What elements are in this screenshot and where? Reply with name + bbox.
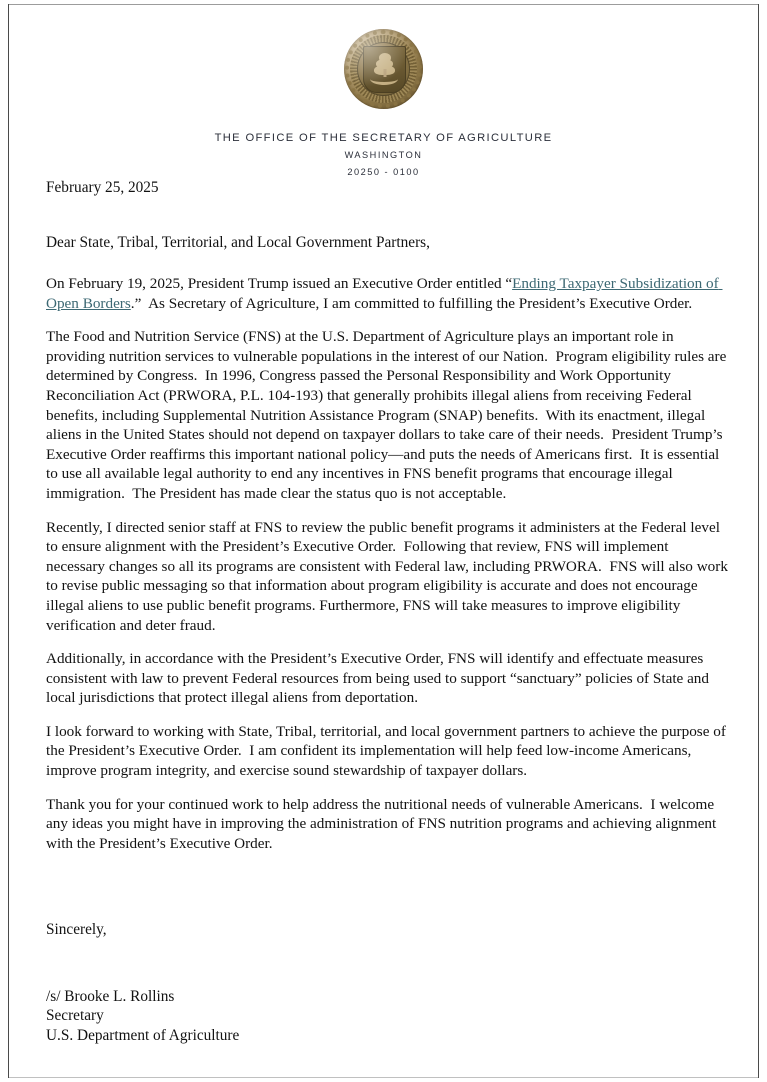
- executive-order-link[interactable]: Ending Taxpayer Subsidization of Open Borders: [46, 275, 723, 312]
- letter-closing: Sincerely,: [46, 921, 107, 938]
- seal-container: [0, 29, 767, 109]
- letter-salutation: Dear State, Tribal, Territorial, and Local Government Partners,: [46, 234, 430, 251]
- seal-shield-icon: [363, 46, 406, 93]
- paragraph-1-lead-text: On February 19, 2025, President Trump issued an Executive Order entitled “: [46, 275, 513, 292]
- paragraph-6: Thank you for your continued work to help address the nutritional needs of vulnerable Americans. I welcome any ideas you might have in improving the administration of FNS nutrition programs and achieving alignment with the President’s Executive Order.: [46, 795, 721, 852]
- signature-block: [46, 987, 239, 1045]
- signature-title: Secretary: [46, 1007, 104, 1025]
- signature-name: /s/ Brooke L. Rollins: [46, 988, 175, 1005]
- paragraph-1: [46, 274, 728, 313]
- letterhead-city: WASHINGTON: [344, 150, 423, 160]
- letter-date: February 25, 2025: [46, 179, 159, 196]
- letter-paragraphs: [46, 274, 732, 853]
- page-border-top: [8, 4, 759, 5]
- usda-seal-icon: [344, 29, 423, 109]
- seal-plow-icon: [370, 73, 398, 85]
- paragraph-4: Additionally, in accordance with the President’s Executive Order, FNS will identify and effectuate measures consistent with law to prevent Federal resources from being used to support “sanctuary” policies of State and local jurisdictions that protect illegal aliens from deportation.: [46, 650, 713, 707]
- letterhead-zip: 20250 - 0100: [347, 167, 420, 177]
- paragraph-1-trail-text: .” As Secretary of Agriculture, I am committed to fulfilling the President’s Executive Order.: [130, 294, 693, 312]
- paragraph-2: The Food and Nutrition Service (FNS) at the U.S. Department of Agriculture plays an important role in providing nutrition services to vulnerable populations in the interest of our Nation. Program eligibility rules are determined by Congress. In 1996, Congress passed the Personal Responsibility and Work Opportunity Reconciliation Act (PRWORA, P.L. 104-193) that generally prohibits illegal aliens from receiving Federal benefits, including Supplemental Nutrition Assistance Program (SNAP) benefits. With its enactment, illegal aliens in the United States should not depend on taxpayer dollars to take care of their needs. President Trump’s Executive Order reaffirms this important national policy—and puts the needs of Americans first. It is essential to use all available legal authority to end any incentives in FNS benefit programs that encourage illegal immigration. The President has made clear the status quo is not acceptable.: [46, 328, 731, 502]
- letter-body: [46, 178, 732, 853]
- signature-organization: U.S. Department of Agriculture: [46, 1026, 240, 1044]
- letterhead: [0, 131, 767, 179]
- paragraph-3: Recently, I directed senior staff at FNS to review the public benefit programs it administers at the Federal level to ensure alignment with the President’s Executive Order. Following that review, FNS will implement necessary changes so all its programs are consistent with Federal law, including PRWORA. FNS will also work to revise public messaging so that information about program eligibility is accurate and does not encourage illegal aliens to use public benefit programs. Furthermore, FNS will take measures to improve eligibility verification and deter fraud.: [46, 518, 732, 634]
- paragraph-5: I look forward to working with State, Tribal, territorial, and local government partners to achieve the purpose of the President’s Executive Order. I am confident its implementation will help feed low-income Americans, improve program integrity, and exercise sound stewardship of taxpayer dollars.: [46, 722, 730, 780]
- page-border-bottom: [8, 1077, 759, 1078]
- letterhead-office: THE OFFICE OF THE SECRETARY OF AGRICULTURE: [214, 132, 553, 144]
